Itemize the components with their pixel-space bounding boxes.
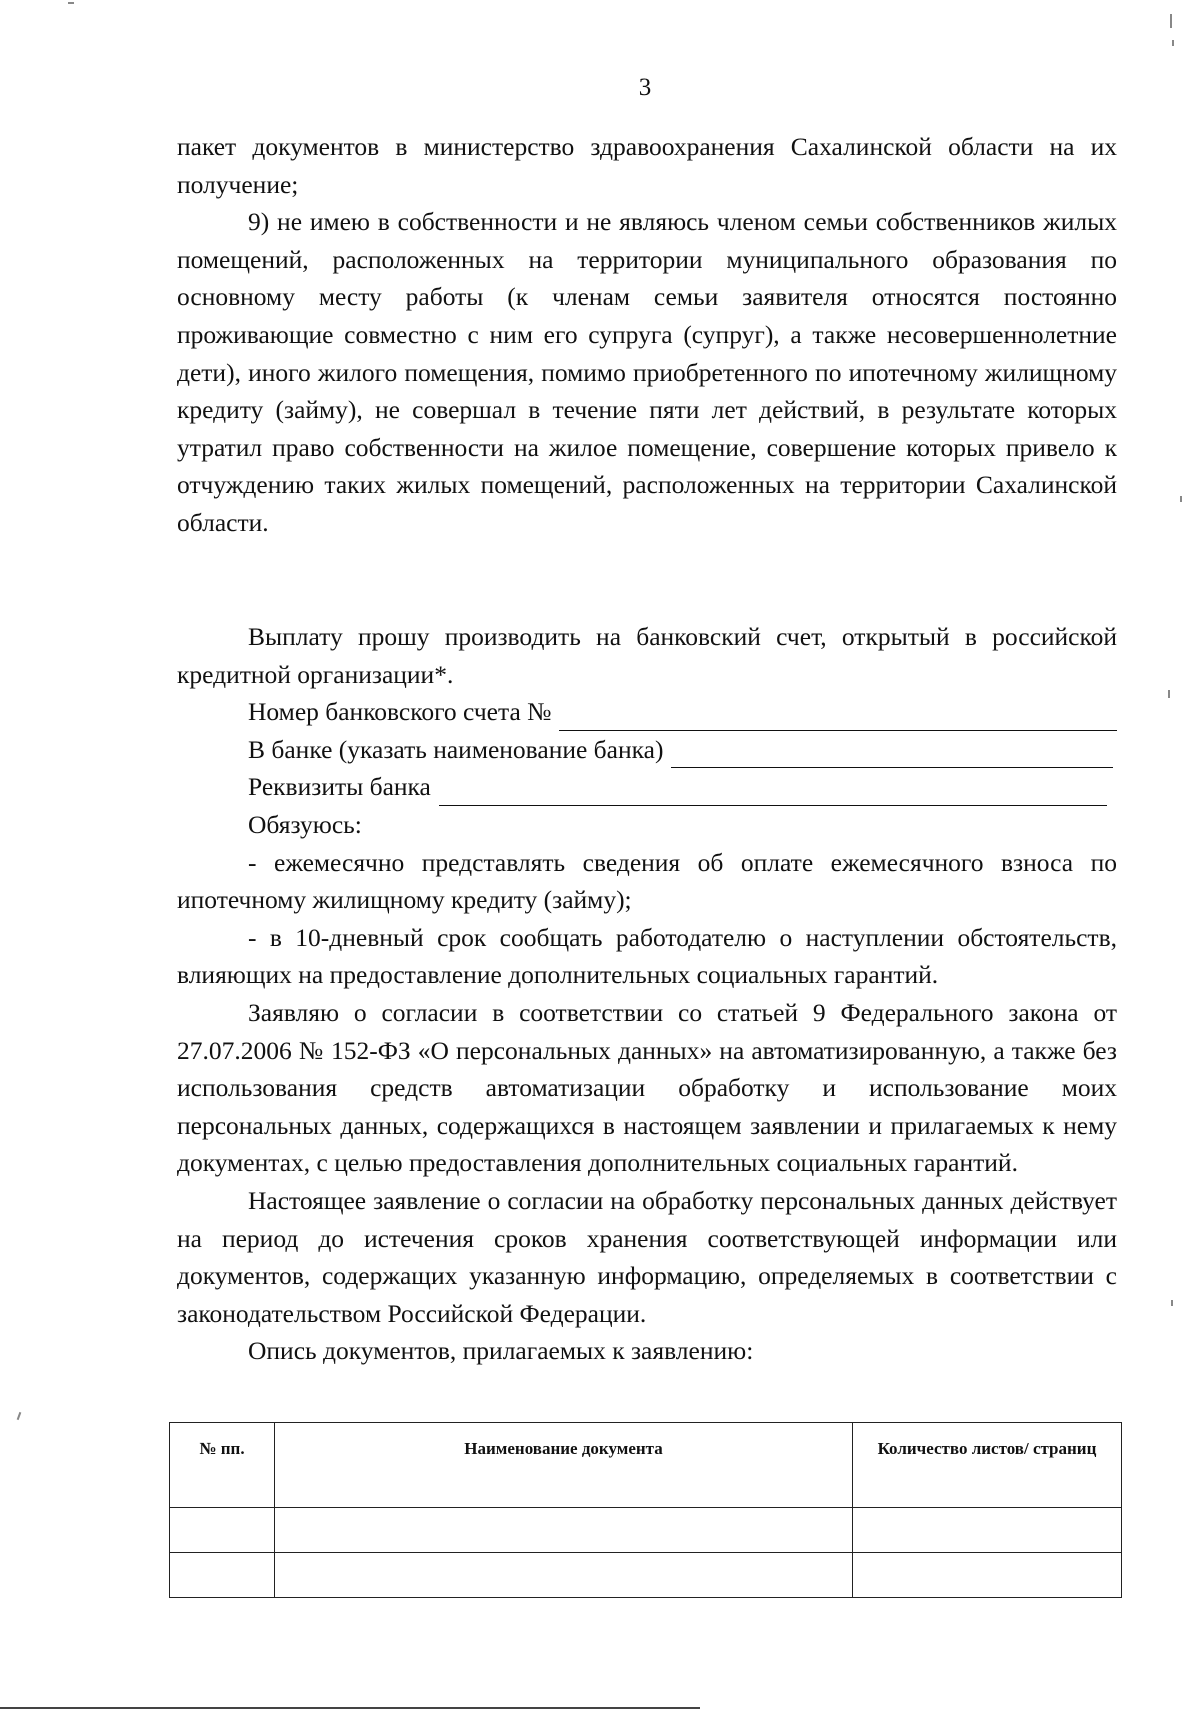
documents-inventory-table bbox=[169, 1422, 1122, 1598]
scan-speck bbox=[1172, 40, 1174, 46]
paragraph-obligations-heading: Обязуюсь: bbox=[248, 809, 362, 839]
bank-account-blank[interactable] bbox=[559, 702, 1117, 731]
scan-speck bbox=[17, 1412, 22, 1420]
bank-name-blank[interactable] bbox=[671, 739, 1113, 768]
bottom-edge-rule bbox=[0, 1707, 700, 1709]
paragraph-obligation-2: - в 10-дневный срок сообщать работодателю о наступлении обстоятельств, влияющих на предоставление дополнительных социальных гарантий. bbox=[177, 922, 1117, 990]
scan-speck bbox=[1180, 496, 1182, 502]
paragraph-continuation: пакет документов в министерство здравоохранения Сахалинской области на их получение; bbox=[177, 132, 1117, 199]
table-cell[interactable] bbox=[853, 1553, 1122, 1598]
page-number: 3 bbox=[638, 74, 652, 101]
bank-account-label: Номер банковского счета № bbox=[248, 697, 552, 727]
table-cell[interactable] bbox=[275, 1508, 853, 1553]
paragraph-consent: Заявляю о согласии в соответствии со статьей 9 Федерального закона от 27.07.2006 № 152-ФЗ «О персональных данных» на автоматизированную, а также без использования средств автоматизации обработку и использование моих персональных данных, содержащихся в настоящем заявлении и прилагаемых к нему документах, с целью предоставления дополнительных социальных гарантий. bbox=[177, 997, 1117, 1178]
table-cell[interactable] bbox=[170, 1553, 275, 1598]
table-header-row bbox=[170, 1423, 1122, 1508]
table-cell[interactable] bbox=[853, 1508, 1122, 1553]
bank-account-field bbox=[177, 693, 1117, 731]
paragraph-consent-period: Настоящее заявление о согласии на обработку персональных данных действует на период до истечения сроков хранения соответствующей информации или документов, содержащих указанную информацию, определяемых в соответствии с законодательством Российской Федерации. bbox=[177, 1185, 1117, 1328]
table-cell[interactable] bbox=[275, 1553, 853, 1598]
header-sheet-count: Количество листов/ страниц bbox=[853, 1423, 1122, 1508]
paragraph-inventory-heading: Опись документов, прилагаемых к заявлению: bbox=[248, 1336, 754, 1366]
bank-requisites-blank[interactable] bbox=[439, 777, 1107, 806]
header-document-name: Наименование документа bbox=[275, 1423, 853, 1508]
scan-speck bbox=[68, 2, 74, 4]
bank-requisites-field bbox=[177, 768, 1117, 806]
paragraph-obligation-1: - ежемесячно представлять сведения об оплате ежемесячного взноса по ипотечному жилищному кредиту (займу); bbox=[177, 847, 1117, 915]
text-section-upper bbox=[177, 128, 1117, 542]
bank-requisites-label: Реквизиты банка bbox=[248, 772, 431, 802]
text-section-lower bbox=[177, 618, 1117, 1370]
paragraph-item-9: 9) не имею в собственности и не являюсь членом семьи собственников жилых помещений, расположенных на территории муниципального образования по основному месту работы (к членам семьи заявителя относятся постоянно проживающие совместно с ним его супруга (супруг), а также несовершеннолетние дети), иного жилого помещения, помимо приобретенного по ипотечному жилищному кредиту (займу), не совершал в течение пяти лет действий, в результате которых утратил право собственности на жилое помещение, совершение которых привело к отчуждению таких жилых помещений, расположенных на территории Сахалинской области. bbox=[177, 207, 1117, 537]
bank-name-label: В банке (указать наименование банка) bbox=[248, 734, 664, 764]
table-cell[interactable] bbox=[170, 1508, 275, 1553]
bank-name-field bbox=[177, 731, 1117, 769]
header-number: № пп. bbox=[170, 1423, 275, 1508]
scan-speck bbox=[1171, 1300, 1173, 1306]
scan-speck bbox=[1168, 690, 1170, 698]
scan-speck bbox=[1170, 14, 1172, 28]
table-row bbox=[170, 1553, 1122, 1598]
paragraph-payment-request: Выплату прошу производить на банковский счет, открытый в российской кредитной организации*. bbox=[177, 622, 1117, 689]
table-row bbox=[170, 1508, 1122, 1553]
